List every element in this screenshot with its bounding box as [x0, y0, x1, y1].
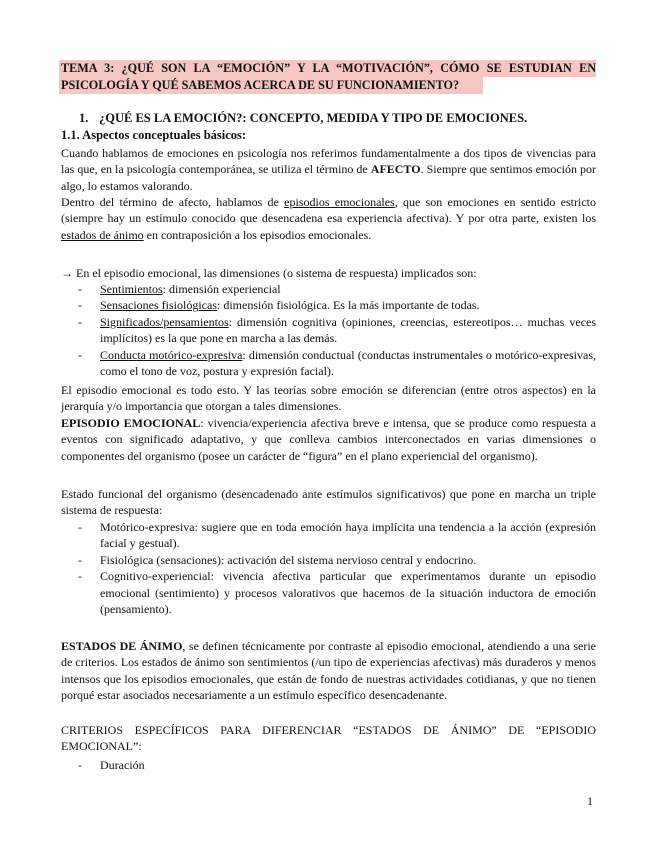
p2-underline-estados: estados de ánimo [61, 227, 144, 242]
list-item [61, 314, 596, 347]
list-item: - Cognitivo-experiencial: vivencia afectiva particular que experimentamos durante un episodio emocional (sentimiento) y procesos valorativos que hacemos de la situación inductora de emoción (pensamiento). [61, 568, 596, 617]
p2-text-b: , que son emociones en sentido estricto (siempre hay un estímulo conocido que desencadena esa experiencia afectiva). Y por otra parte, existen los [61, 195, 597, 226]
p1-text-b: . Siempre que sentimos emoción por algo, lo estamos valorando. [61, 162, 596, 193]
p4-text: : vivencia/experiencia afectiva breve e intensa, que se produce como respuesta a eventos con significado adaptativo, y que conlleva cambios interconectados en varias dimensiones o componentes del organismo (posee un carácter de “figura” en el plano experiencial del organismo). [61, 416, 596, 463]
paragraph-episodio-emocional [61, 415, 596, 464]
p2-underline-episodios: episodios emocionales [284, 195, 395, 209]
p1-bold-afecto: AFECTO [370, 162, 421, 177]
paragraph-criterios: CRITERIOS ESPECÍFICOS PARA DIFERENCIAR “ESTADOS DE ÁNIMO” DE “EPISODIO EMOCIONAL”: [61, 723, 596, 754]
criteria-list [61, 757, 596, 773]
document-title: TEMA 3: ¿QUÉ SON LA “EMOCIÓN” Y LA “MOTIVACIÓN”, CÓMO SE ESTUDIAN EN PSICOLOGÍA Y QUÉ SABEMOS ACERCA DE SU FUNCIONAMIENTO? [61, 61, 596, 92]
paragraph-episodios [61, 194, 596, 243]
paragraph-estado-funcional: Estado funcional del organismo (desencadenado ante estímulos significativos) que pone en marcha un triple sistema de respuesta: [61, 487, 596, 518]
arrow-line-text: En el episodio emocional, las dimensiones (o sistema de respuesta) implicados son: [73, 266, 477, 280]
paragraph-estados-animo [61, 638, 596, 704]
dim-desc: : dimensión conductual (conductas instrumentales o motórico-expresivas, como el tono de voz, postura y expresión facial). [100, 347, 596, 379]
right-arrow-icon: → [61, 266, 73, 280]
paragraph-teorias: El episodio emocional es todo esto. Y las teorías sobre emoción se diferencian (entre otros aspectos) en la jerarquía y/o importancia que otorgan a tales dimensiones. [61, 383, 596, 414]
p4-bold: EPISODIO EMOCIONAL [61, 416, 201, 430]
section-title: ¿QUÉ ES LA EMOCIÓN?: CONCEPTO, MEDIDA Y TIPO DE EMOCIONES. [99, 111, 528, 125]
list-item [61, 347, 596, 380]
dim-term: Sentimientos [100, 282, 163, 296]
list-item [61, 281, 596, 297]
list-item: - Motórico-expresiva: sugiere que en toda emoción haya implícita una tendencia a la acción (expresión facial y gestual). [61, 519, 596, 552]
dim-term: Significados/pensamientos [100, 314, 229, 329]
section-heading [79, 111, 527, 126]
dimensions-list [61, 281, 596, 379]
dim-desc: : dimensión cognitiva (opiniones, creencias, estereotipos… muchas veces implícitos) es la que pone en marcha a las demás. [100, 314, 596, 346]
list-item [61, 297, 596, 313]
section-number: 1. [79, 111, 89, 125]
p1-text-a: Cuando hablamos de emociones en psicología nos referimos fundamentalmente a dos tipos de vivencias para las que, en la psicología contemporánea, se utiliza el término de [61, 146, 596, 177]
p6-text: , se definen técnicamente por contraste al episodio emocional, atendiendo a una serie de criterios. Los estados de ánimo son sentimientos (/un tipo de experiencias afectivas) más duraderos y menos intensos que los episodios emocionales, que están de fondo de nuestras actividades cotidianas, y que no tienen porqué estar asociados necesariamente a un estímulo específico desencadenante. [61, 639, 596, 703]
subsection-heading: 1.1. Aspectos conceptuales básicos: [61, 128, 247, 142]
dim-term: Sensaciones fisiológicas [100, 298, 217, 313]
list-item: - Duración [61, 757, 596, 773]
dim-desc: : dimensión fisiológica. Es la más importante de todas. [216, 298, 480, 313]
dim-term: Conducta motórico-expresiva [100, 347, 243, 362]
dim-desc: : dimensión experiencial [162, 282, 281, 296]
p2-text-c: en contraposición a los episodios emocionales. [143, 227, 372, 242]
paragraph-afecto [61, 145, 596, 194]
arrow-line [61, 265, 596, 281]
list-item: - Fisiológica (sensaciones): activación del sistema nervioso central y endocrino. [61, 552, 596, 568]
systems-list [61, 519, 596, 617]
p2-text-a: Dentro del término de afecto, hablamos de [61, 195, 285, 209]
p6-bold: ESTADOS DE ÁNIMO [61, 639, 183, 653]
page-number: 1 [587, 794, 593, 808]
